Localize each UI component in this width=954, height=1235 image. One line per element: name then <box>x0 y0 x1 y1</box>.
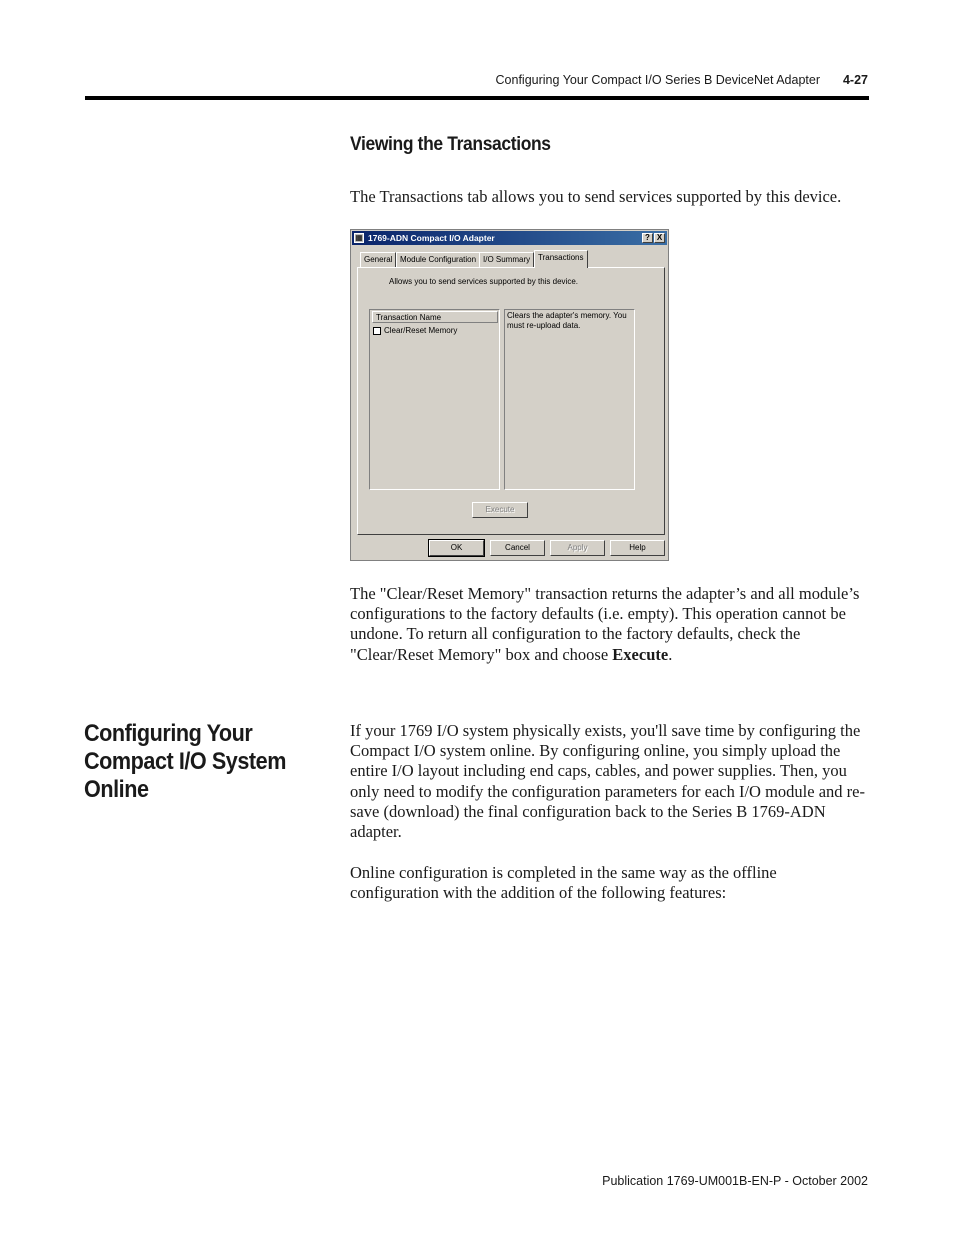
running-header <box>0 73 868 91</box>
tab-io-summary[interactable]: I/O Summary <box>479 252 534 267</box>
online-paragraph-2: Online configuration is completed in the same way as the offline configuration with the addition of the following features: <box>350 863 777 903</box>
clear-reset-end: . <box>668 644 673 664</box>
execute-emphasis: Execute <box>612 644 669 664</box>
clear-reset-text: The "Clear/Reset Memory" transaction returns the adapter’s and all module’s configurations to the factory defaults (i.e. empty). This operation cannot be undone. To return all configuration to the factory defaults, check the "Clear/Reset Memory" box and choose <box>350 584 860 664</box>
dialog-title: 1769-ADN Compact I/O Adapter <box>368 233 495 243</box>
app-icon: ▦ <box>355 233 363 242</box>
online-heading: Configuring Your Compact I/O System Online <box>84 720 286 803</box>
ok-button[interactable]: OK <box>429 540 484 556</box>
section-heading: Viewing the Transactions <box>350 134 551 155</box>
online-paragraph-1: If your 1769 I/O system physically exists, you'll save time by configuring the Compact I/O system online. By configuring online, you simply upload the entire I/O layout including end caps, cables, and power supplies. Then, you only need to modify the configuration parameters for each I/O module and re-save (download) the final configuration back to the Series B 1769-ADN adapter. <box>350 721 865 842</box>
header-rule <box>85 96 869 100</box>
column-header-transaction-name[interactable]: Transaction Name <box>372 311 498 323</box>
tab-general[interactable]: General <box>360 252 396 267</box>
help-button[interactable]: Help <box>610 540 665 556</box>
close-icon[interactable]: X <box>654 233 665 243</box>
panel-hint: Allows you to send services supported by this device. <box>389 277 578 286</box>
tab-module-configuration[interactable]: Module Configuration <box>396 252 480 267</box>
help-icon[interactable]: ? <box>642 233 653 243</box>
dialog-screenshot <box>350 229 669 561</box>
intro-paragraph: The Transactions tab allows you to send services supported by this device. <box>350 187 842 206</box>
cancel-button[interactable]: Cancel <box>490 540 545 556</box>
clear-reset-checkbox[interactable] <box>373 327 381 335</box>
publication-footer: Publication 1769-UM001B-EN-P - October 2002 <box>602 1174 868 1188</box>
list-item[interactable] <box>373 326 457 336</box>
tab-transactions[interactable]: Transactions <box>534 250 588 268</box>
transaction-list[interactable] <box>369 309 500 490</box>
execute-button[interactable]: Execute <box>472 502 528 518</box>
running-header-title: Configuring Your Compact I/O Series B DeviceNet Adapter <box>495 73 820 87</box>
apply-button[interactable]: Apply <box>550 540 605 556</box>
dialog-titlebar <box>352 231 667 245</box>
page-number: 4-27 <box>842 73 868 87</box>
transaction-description: Clears the adapter's memory. You must re-upload data. <box>504 309 635 490</box>
transaction-label: Clear/Reset Memory <box>384 326 458 335</box>
clear-reset-paragraph <box>350 584 868 665</box>
